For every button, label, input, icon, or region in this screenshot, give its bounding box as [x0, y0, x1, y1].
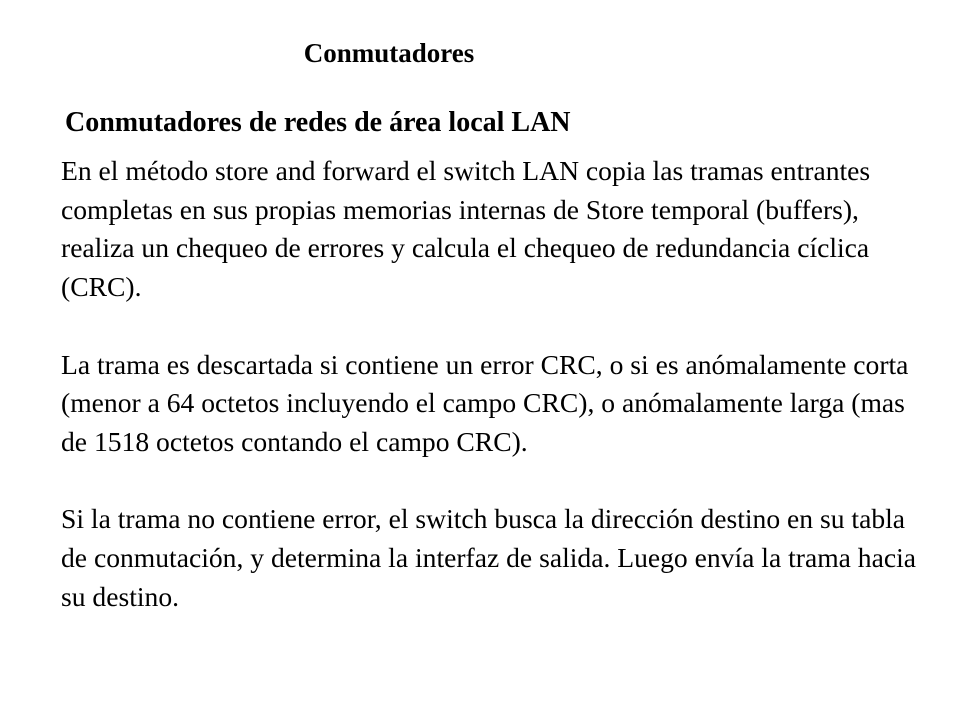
paragraph-forwarding: Si la trama no contiene error, el switch busca la dirección destino en su tabla de conmutación, y determina la interfaz de salida. Luego envía la trama hacia su destino. [61, 503, 917, 612]
paragraph-store-and-forward: En el método store and forward el switch LAN copia las tramas entrantes completas en sus propias memorias internas de Store temporal (buffers), realiza un chequeo de errores y calcula el chequeo de redundancia cíclica (CRC). [61, 155, 871, 303]
body-text [61, 152, 921, 655]
paragraph-discard-conditions: La trama es descartada si contiene un error CRC, o si es anómalamente corta (menor a 64 octetos incluyendo el campo CRC), o anómalamente larga (mas de 1518 octetos contando el campo CRC). [61, 348, 909, 457]
slide-subtitle: Conmutadores de redes de área local LAN [65, 107, 571, 138]
slide-title: Conmutadores [303, 38, 475, 68]
